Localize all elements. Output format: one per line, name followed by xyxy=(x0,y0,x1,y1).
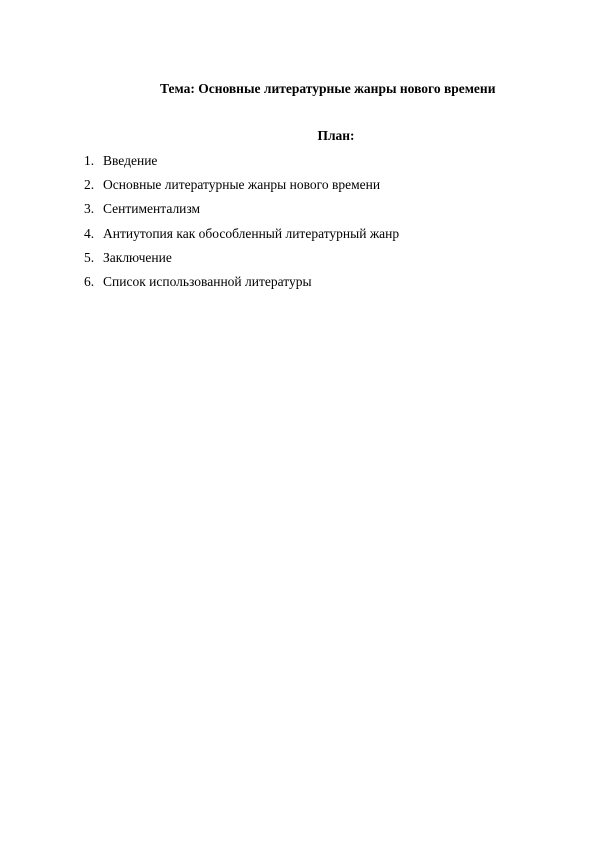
plan-item-sentimentalism xyxy=(84,200,544,224)
plan-item-text: Введение xyxy=(103,153,158,168)
plan-item-text: Список использованной литературы xyxy=(103,273,312,289)
plan-item-number: 2. xyxy=(84,177,95,193)
plan-list xyxy=(84,152,544,297)
plan-item-number: 5. xyxy=(84,249,95,265)
plan-item-number: 1. xyxy=(84,153,95,168)
plan-item-conclusion xyxy=(84,249,544,273)
plan-item-introduction xyxy=(84,152,544,176)
document-topic-title: Тема: Основные литературные жанры нового времени xyxy=(160,81,496,96)
plan-item-number: 6. xyxy=(84,273,95,289)
plan-item-text: Заключение xyxy=(103,249,172,265)
plan-item-main-genres xyxy=(84,176,544,200)
plan-item-number: 3. xyxy=(84,201,95,217)
plan-heading: План: xyxy=(317,128,355,143)
plan-item-number: 4. xyxy=(84,225,95,241)
plan-item-text: Основные литературные жанры нового времени xyxy=(103,177,381,193)
plan-item-text: Сентиментализм xyxy=(103,201,201,217)
plan-item-dystopia xyxy=(84,225,544,249)
plan-item-text: Антиутопия как обособленный литературный жанр xyxy=(103,225,400,241)
plan-item-bibliography xyxy=(84,273,544,297)
